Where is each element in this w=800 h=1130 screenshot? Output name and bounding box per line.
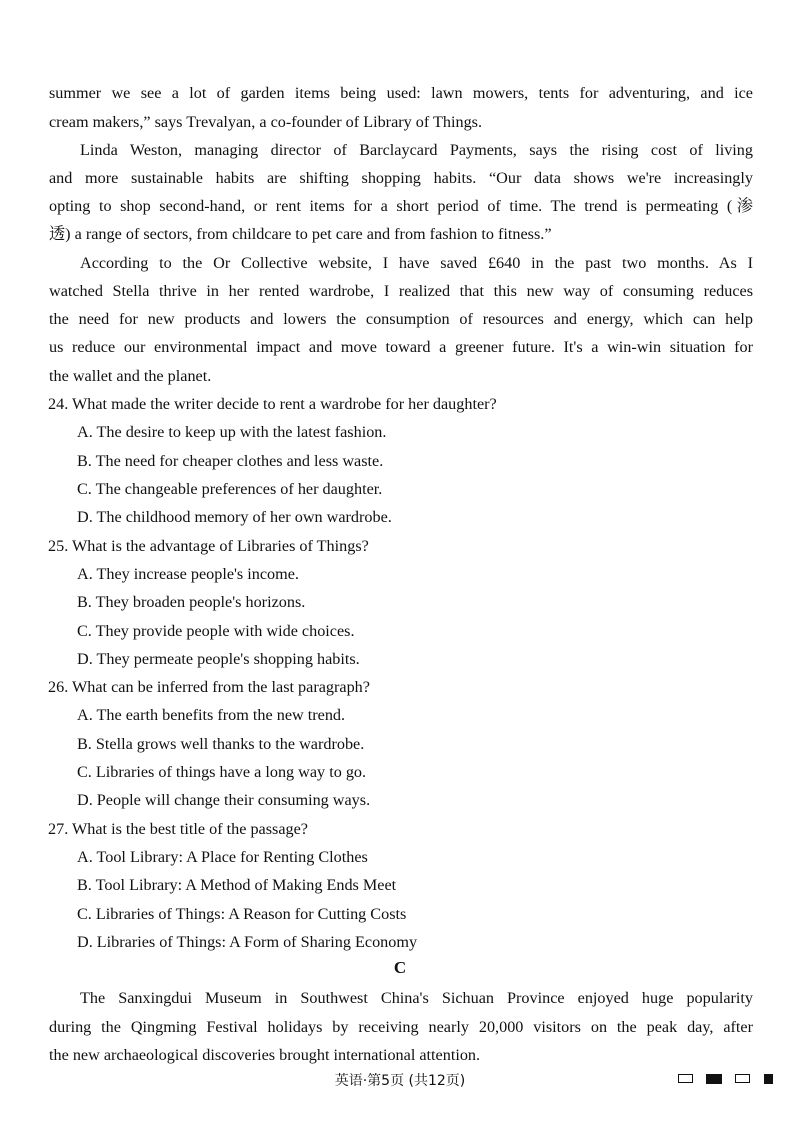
- passage-line: watched Stella thrive in her rented wardrobe, I realized that this new way of consuming reduces: [49, 282, 753, 300]
- question-stem: 27. What is the best title of the passage?: [48, 820, 308, 838]
- section-heading: C: [393, 958, 407, 977]
- passage-line: summer we see a lot of garden items being used: lawn mowers, tents for adventuring, and ice: [49, 84, 753, 102]
- empty-square-mark: [678, 1074, 693, 1083]
- answer-option[interactable]: D. They permeate people's shopping habits.: [77, 650, 360, 668]
- passage-line: and more sustainable habits are shifting shopping habits. “Our data shows we're increasingly: [49, 169, 753, 187]
- answer-option[interactable]: B. The need for cheaper clothes and less waste.: [77, 452, 384, 470]
- answer-option[interactable]: B. Stella grows well thanks to the wardrobe.: [77, 735, 365, 753]
- answer-option[interactable]: D. The childhood memory of her own wardrobe.: [77, 508, 392, 526]
- passage-line: cream makers,” says Trevalyan, a co-founder of Library of Things.: [49, 113, 483, 131]
- passage-line: the wallet and the planet.: [49, 367, 212, 385]
- answer-option[interactable]: C. Libraries of Things: A Reason for Cutting Costs: [77, 905, 407, 923]
- answer-option[interactable]: A. The desire to keep up with the latest fashion.: [77, 423, 387, 441]
- answer-option[interactable]: A. They increase people's income.: [77, 565, 299, 583]
- answer-option[interactable]: B. They broaden people's horizons.: [77, 593, 306, 611]
- answer-option[interactable]: A. The earth benefits from the new trend.: [77, 706, 346, 724]
- answer-option[interactable]: C. The changeable preferences of her daughter.: [77, 480, 383, 498]
- answer-option[interactable]: A. Tool Library: A Place for Renting Clothes: [77, 848, 368, 866]
- question-stem: 26. What can be inferred from the last paragraph?: [48, 678, 370, 696]
- passage-line: According to the Or Collective website, I have saved £640 in the past two months. As I: [80, 254, 753, 272]
- answer-option[interactable]: C. They provide people with wide choices.: [77, 622, 355, 640]
- answer-option[interactable]: D. People will change their consuming ways.: [77, 791, 371, 809]
- passage-line: 透) a range of sectors, from childcare to pet care and from fashion to fitness.”: [49, 225, 552, 243]
- filled-square-mark: [706, 1074, 722, 1084]
- passage-line: opting to shop second-hand, or rent items for a short period of time. The trend is permeating (渗: [49, 197, 753, 215]
- question-stem: 24. What made the writer decide to rent a wardrobe for her daughter?: [48, 395, 497, 413]
- filled-square-mark: [764, 1074, 773, 1084]
- passage-line: the need for new products and lowers the consumption of resources and energy, which can help: [49, 310, 753, 328]
- answer-option[interactable]: B. Tool Library: A Method of Making Ends Meet: [77, 876, 397, 894]
- passage-line: Linda Weston, managing director of Barclaycard Payments, says the rising cost of living: [80, 141, 753, 159]
- passage-line: us reduce our environmental impact and move toward a greener future. It's a win-win situation for: [49, 338, 753, 356]
- answer-option[interactable]: D. Libraries of Things: A Form of Sharing Economy: [77, 933, 418, 951]
- section-c-line: during the Qingming Festival holidays by receiving nearly 20,000 visitors on the peak day, after: [49, 1018, 753, 1036]
- page-footer: 英语·第5页 (共12页): [334, 1073, 466, 1089]
- empty-square-mark: [735, 1074, 750, 1083]
- section-c-line: the new archaeological discoveries brought international attention.: [49, 1046, 481, 1064]
- section-c-line: The Sanxingdui Museum in Southwest China's Sichuan Province enjoyed huge popularity: [80, 989, 753, 1007]
- question-stem: 25. What is the advantage of Libraries of Things?: [48, 537, 369, 555]
- answer-option[interactable]: C. Libraries of things have a long way to go.: [77, 763, 367, 781]
